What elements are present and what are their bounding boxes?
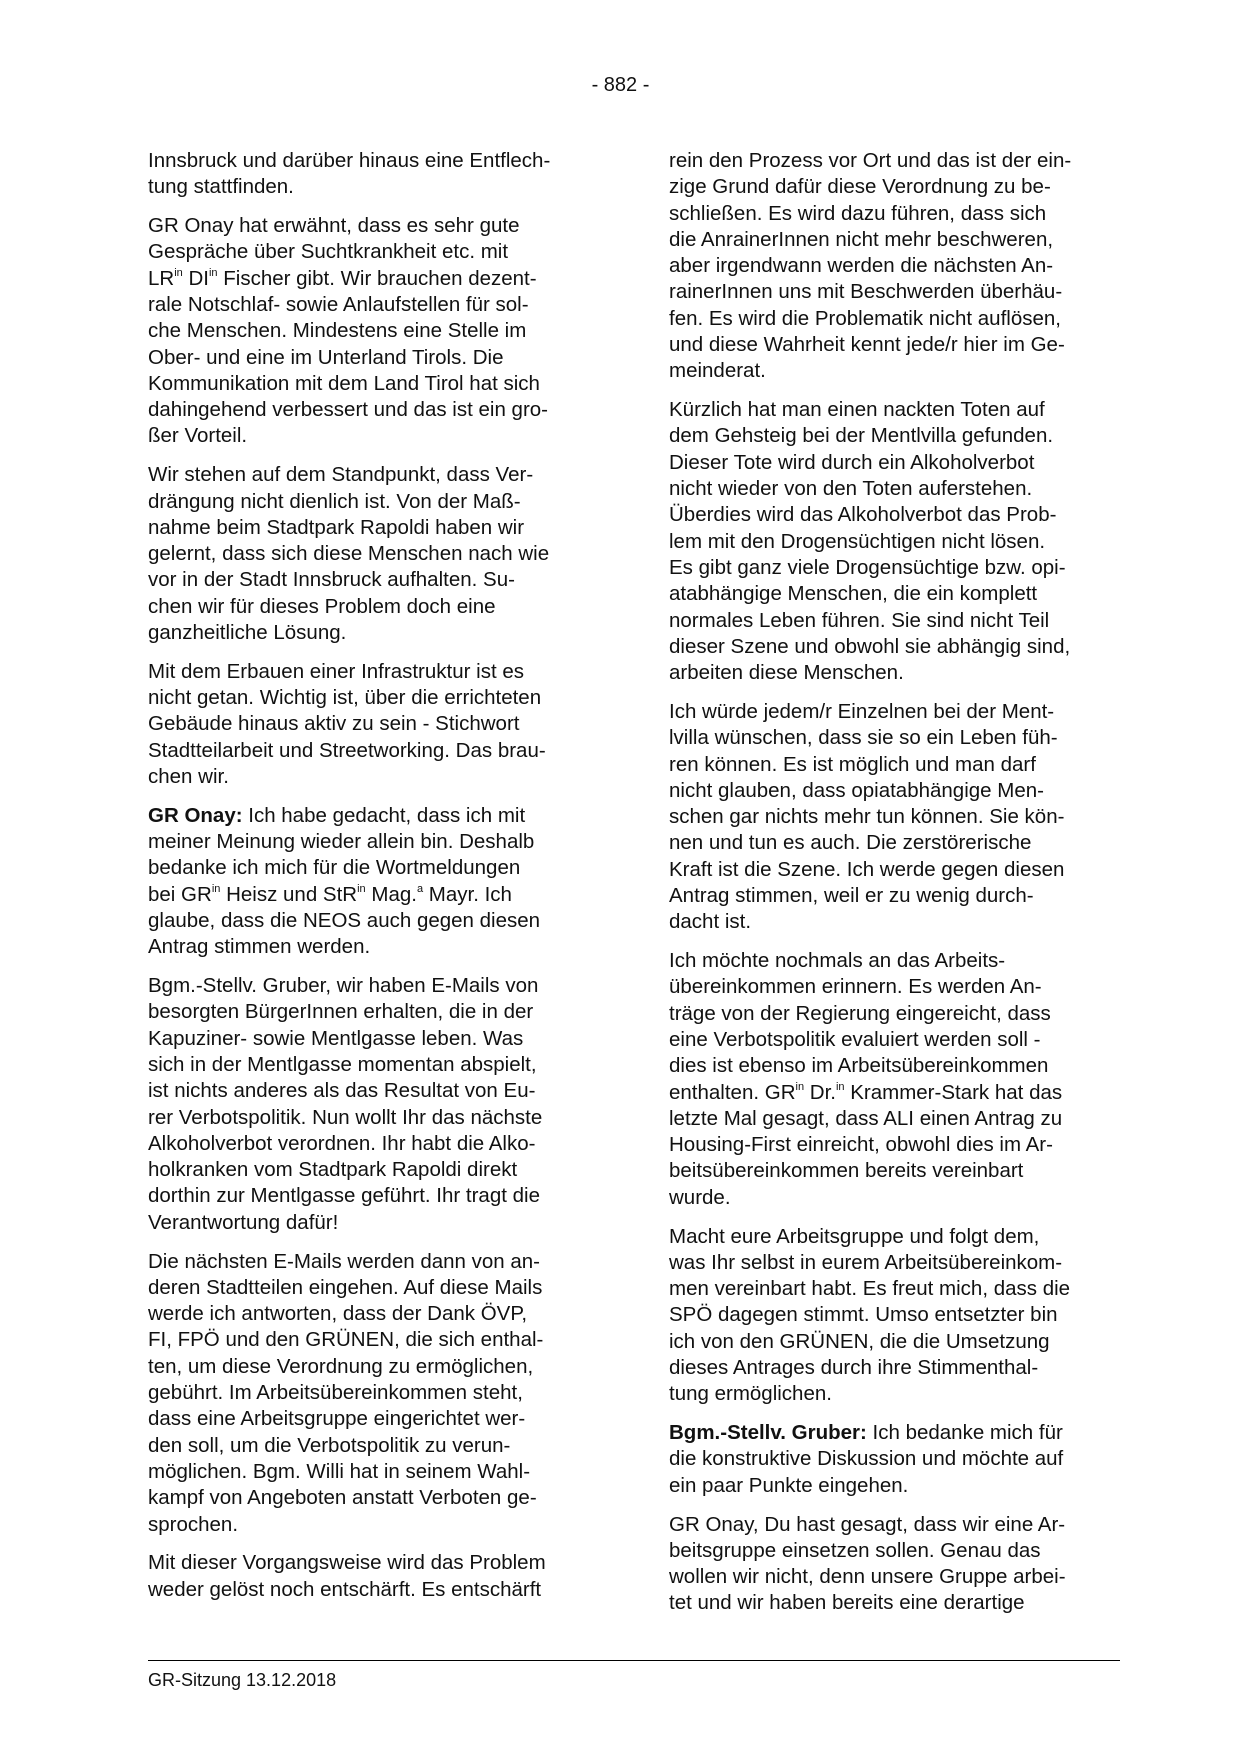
- paragraph: GR Onay hat erwähnt, dass es sehr gute Gespräche über Suchtkrankheit etc. mit $LR^{in}$ $DI^{in}$ Fischer gibt. Wir brauchen dezent- rale Notschlaf- sowie Anlaufstellen für sol- che Menschen. Mindestens eine Stelle im Ober- und eine im Unterland Tirols. Die Kommunikation mit dem Land Tirol hat sich dahingehend verbessert und das ist ein gro- ßer Vorteil.: [148, 214, 549, 448]
- paragraph: Mit dieser Vorgangsweise wird das Problem weder gelöst noch entschärft. Es entschärft: [148, 1551, 546, 1601]
- paragraph: Ich möchte nochmals an das Arbeits- übereinkommen erinnern. Es werden An- träge von der Regierung eingereicht, dass eine Verbotspolitik evaluiert werden soll - dies ist ebenso im Arbeitsübereinkommen enthalten. $GR^{in}$ Dr.$^{in}$ Krammer-Stark hat das letzte Mal gesagt, dass ALI einen Antrag zu Housing-First einreicht, obwohl dies im Ar- beitsübereinkommen bereits vereinbart wurde.: [669, 949, 1063, 1209]
- speaker-paragraph: Bgm.-Stellv. Gruber: Ich bedanke mich für die konstruktive Diskussion und möchte auf ein paar Punkte eingehen.: [669, 1421, 1064, 1497]
- paragraph: Ich würde jedem/r Einzelnen bei der Ment- lvilla wünschen, dass sie so ein Leben füh- ren können. Es ist möglich und man darf nicht glauben, dass opiatabhängige Men- schen gar nichts mehr tun können. Sie kön- nen und tun es auch. Die zerstörerische Kraft ist die Szene. Ich werde gegen diesen Antrag stimmen, weil er zu wenig durch- dacht ist.: [669, 699, 1065, 934]
- right-column: [669, 148, 1117, 1629]
- paragraph: Mit dem Erbauen einer Infrastruktur ist es nicht getan. Wichtig ist, über die errichteten Gebäude hinaus aktiv zu sein - Stichwort Stadtteilarbeit und Streetworking. Das brau- chen wir.: [148, 659, 546, 789]
- speaker-name: GR Onay:: [148, 803, 243, 827]
- left-column: [148, 148, 596, 1615]
- paragraph: Bgm.-Stellv. Gruber, wir haben E-Mails von besorgten BürgerInnen erhalten, die in der Kapuziner- sowie Mentlgasse leben. Was sich in der Mentlgasse momentan abspielt, ist nichts anderes als das Resultat von Eu- rer Verbotspolitik. Nun wollt Ihr das nächste Alkoholverbot verordnen. Ihr habt die Alko- holkranken vom Stadtpark Rapoldi direkt dorthin zur Mentlgasse geführt. Ihr tragt die Verantwortung dafür!: [148, 974, 543, 1234]
- paragraph: Innsbruck und darüber hinaus eine Entflech- tung stattfinden.: [148, 149, 551, 199]
- paragraph: Kürzlich hat man einen nackten Toten auf dem Gehsteig bei der Mentlvilla gefunden. Dieser Tote wird durch ein Alkoholverbot nicht wieder von den Toten auferstehen. Überdies wird das Alkoholverbot das Prob- lem mit den Drogensüchtigen nicht lösen. Es gibt ganz viele Drogensüchtige bzw. opi- atabhängige Menschen, die ein komplett normales Leben führen. Sie sind nicht Teil dieser Szene und obwohl sie abhängig sind, arbeiten diese Menschen.: [669, 398, 1071, 685]
- paragraph: GR Onay, Du hast gesagt, dass wir eine Ar- beitsgruppe einsetzen sollen. Genau das wollen wir nicht, denn unsere Gruppe arbei- tet und wir haben bereits eine derartige: [669, 1512, 1066, 1615]
- speaker-name: Bgm.-Stellv. Gruber:: [669, 1421, 867, 1445]
- paragraph: rein den Prozess vor Ort und das ist der ein- zige Grund dafür diese Verordnung zu be- schließen. Es wird dazu führen, dass sich die AnrainerInnen nicht mehr beschweren, aber irgendwann werden die nächsten An- rainerInnen uns mit Beschwerden überhäu- fen. Es wird die Problematik nicht auflösen, und diese Wahrheit kennt jede/r hier im Ge- meinderat.: [669, 149, 1072, 383]
- footer-session-date: GR-Sitzung 13.12.2018: [148, 1670, 337, 1690]
- speaker-paragraph: GR Onay: Ich habe gedacht, dass ich mit meiner Meinung wieder allein bin. Deshalb bedanke ich mich für die Wortmeldungen bei $GR^{in}$ Heisz und StR$^{in}$ Mag.$^a$ Mayr. Ich glaube, dass die NEOS auch gegen diesen Antrag stimmen werden.: [148, 803, 541, 959]
- paragraph: Macht eure Arbeitsgruppe und folgt dem, was Ihr selbst in eurem Arbeitsübereinkom- men vereinbart habt. Es freut mich, dass die SPÖ dagegen stimmt. Umso entsetzter bin ich von den GRÜNEN, die die Umsetzung dieses Antrages durch ihre Stimmenthal- tung ermöglichen.: [669, 1224, 1071, 1406]
- paragraph: Wir stehen auf dem Standpunkt, dass Ver- drängung nicht dienlich ist. Von der Maß- nahme beim Stadtpark Rapoldi haben wir gelernt, dass sich diese Menschen nach wie vor in der Stadt Innsbruck aufhalten. Su- chen wir für dieses Problem doch eine ganzheitliche Lösung.: [148, 463, 550, 645]
- page-number: - 882 -: [591, 74, 650, 96]
- footer-divider: [148, 1660, 1120, 1661]
- paragraph: Die nächsten E-Mails werden dann von an- deren Stadtteilen eingehen. Auf diese Mails werde ich antworten, dass der Dank ÖVP, FI, FPÖ und den GRÜNEN, die sich enthal- ten, um diese Verordnung zu ermöglichen, gebührt. Im Arbeitsübereinkommen steht, dass eine Arbeitsgruppe eingerichtet wer- den soll, um die Verbotspolitik zu verun- möglichen. Bgm. Willi hat in seinem Wahl- kampf von Angeboten anstatt Verboten ge- sprochen.: [148, 1249, 544, 1536]
